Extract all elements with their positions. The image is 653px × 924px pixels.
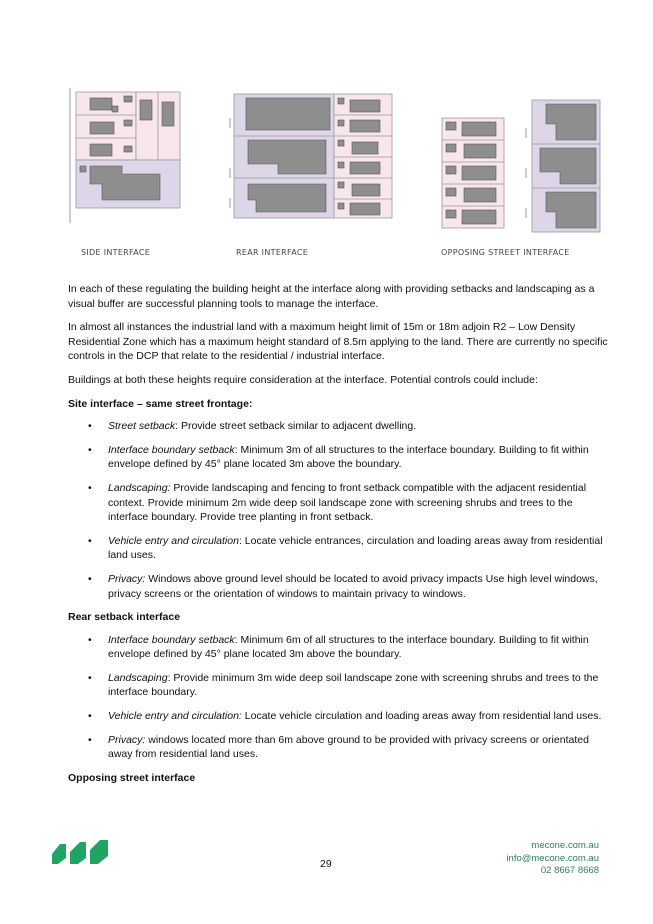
side-interface-caption: SIDE INTERFACE (81, 248, 151, 257)
bullet-icon: • (88, 733, 92, 746)
side-interface-diagram (70, 88, 180, 223)
heading-rear-setback: Rear setback interface (68, 611, 181, 624)
paragraph-2: In almost all instances the industrial land with a maximum height limit of 15m or 18m adjoin R2 – Low Density Residential Zone which has a maximum height standard of 8.5m applying to the land. There are currently no specific controls in the DCP that relate to the residential / industrial interface. (68, 321, 608, 363)
list-item: • Vehicle entry and circulation: Locate vehicle circulation and loading areas away from residential land uses. (88, 710, 602, 723)
document-body (68, 282, 608, 793)
list-item: • Privacy: Windows above ground level should be located to avoid privacy impacts Use high level windows, privacy screens or the orientation of windows to maintain privacy to windows. (88, 572, 598, 600)
list-item: • Landscaping: Provide landscaping and fencing to front setback compatible with the adjacent residential context. Provide minimum 2m wide deep soil landscape zone with screening shrubs and trees to the interface boundary. Provide tree planting in front setback. (88, 481, 587, 524)
interface-diagrams (60, 88, 620, 268)
bullet-icon: • (88, 710, 92, 723)
rear-setback-list (68, 633, 608, 762)
heading-opposing-street: Opposing street interface (68, 771, 196, 784)
opposing-street-interface-caption: OPPOSING STREET INTERFACE (441, 248, 570, 257)
bullet-icon: • (88, 572, 92, 585)
bullet-icon: • (88, 633, 92, 646)
phone-number: 02 8667 8668 (540, 865, 599, 876)
website-link[interactable]: mecone.com.au (531, 840, 599, 851)
mecone-logo-icon (52, 838, 110, 866)
bullet-icon: • (88, 534, 92, 547)
bullet-icon: • (88, 481, 92, 494)
list-item: • Privacy: windows located more than 6m above ground to be provided with privacy screens or orientated away from residential land uses. (88, 733, 589, 761)
list-item: • Vehicle entry and circulation: Locate vehicle entrances, circulation and loading areas away from residential land uses. (88, 534, 603, 562)
paragraph-3: Buildings at both these heights require consideration at the interface. Potential controls could include: (68, 373, 538, 386)
contact-block (506, 840, 599, 878)
paragraph-1: In each of these regulating the building height at the interface along with providing setbacks and landscaping as a visual buffer are successful planning tools to manage the interface. (68, 283, 595, 310)
rear-interface-caption: REAR INTERFACE (236, 248, 309, 257)
heading-site-interface: Site interface – same street frontage: (68, 397, 253, 410)
bullet-icon: • (88, 443, 92, 456)
bullet-icon: • (88, 671, 92, 684)
rear-interface-diagram (230, 94, 392, 218)
email-link[interactable]: info@mecone.com.au (506, 852, 599, 864)
site-interface-list (68, 419, 608, 601)
list-item: • Street setback: Provide street setback similar to adjacent dwelling. (88, 420, 417, 433)
bullet-icon: • (88, 420, 92, 433)
list-item: • Interface boundary setback: Minimum 3m of all structures to the interface boundary. Building to fit within envelope defined by 45° plane located 3m above the boundary. (88, 443, 589, 471)
opposing-street-interface-diagram (442, 100, 600, 232)
list-item: • Interface boundary setback: Minimum 6m of all structures to the interface boundary. Building to fit within envelope defined by 45° plane located 3m above the boundary. (88, 633, 589, 661)
page-number: 29 (320, 858, 332, 870)
list-item: • Landscaping: Provide minimum 3m wide deep soil landscape zone with screening shrubs and trees to the interface boundary. (88, 671, 599, 699)
